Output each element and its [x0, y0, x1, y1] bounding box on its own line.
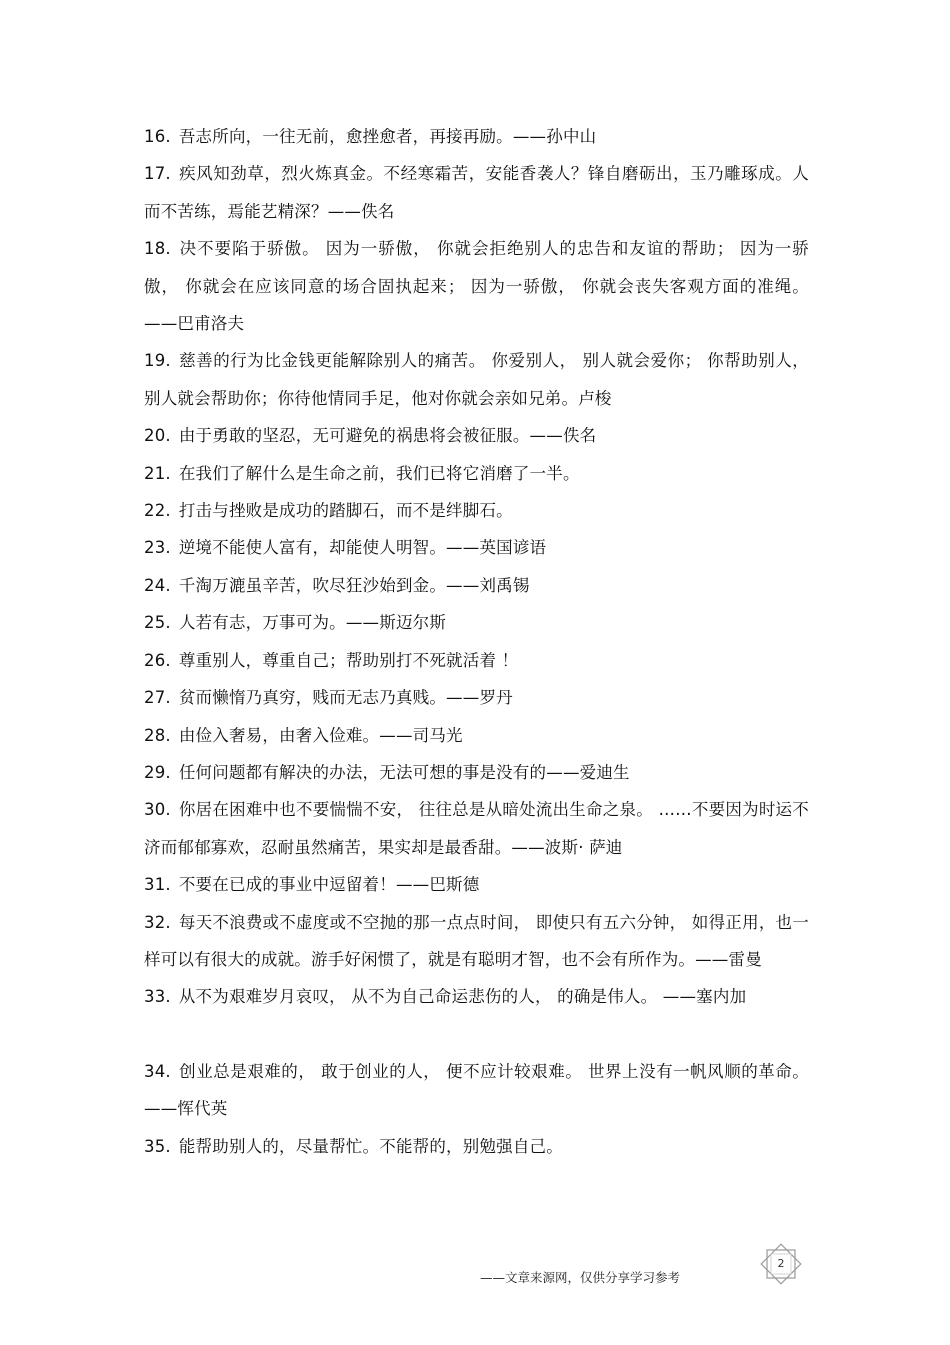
- quote-number: 18.: [144, 239, 171, 259]
- quote-24: [144, 567, 809, 604]
- quote-30: [144, 791, 809, 866]
- quote-number: 21.: [144, 463, 171, 483]
- quote-number: 33.: [144, 987, 171, 1007]
- quote-number: 28.: [144, 725, 171, 745]
- footer-source-note: ——文章来源网，仅供分享学习参考: [480, 1270, 681, 1285]
- page-number: 2: [777, 1257, 785, 1270]
- quote-19: [144, 342, 809, 417]
- quote-33: [144, 978, 809, 1015]
- quote-number: 19.: [144, 351, 171, 371]
- quote-text: 任何问题都有解决的办法，无法可想的事是没有的——爱迪生: [178, 762, 630, 782]
- quote-text: 慈善的行为比金钱更能解除别人的痛苦。 你爱别人， 别人就会爱你； 你帮助别人，别人就会帮助你；你待他情同手足，他对你就会亲如兄弟。卢梭: [144, 351, 809, 408]
- quote-text: 决不要陷于骄傲。 因为一骄傲， 你就会拒绝别人的忠告和友谊的帮助； 因为一骄傲， 你就会在应该同意的场合固执起来； 因为一骄傲， 你就会丧失客观方面的准绳。——巴甫洛夫: [144, 239, 809, 334]
- quote-18: [144, 230, 809, 342]
- quote-number: 20.: [144, 426, 171, 446]
- quote-number: 35.: [144, 1136, 171, 1156]
- quote-text: 疾风知劲草，烈火炼真金。不经寒霜苦，安能香袭人？锋自磨砺出，玉乃雕琢成。人而不苦练，焉能艺精深？——佚名: [144, 164, 809, 221]
- quote-number: 26.: [144, 650, 171, 670]
- quote-34: [144, 1053, 809, 1128]
- quote-number: 25.: [144, 613, 171, 633]
- quote-number: 17.: [144, 164, 171, 184]
- quote-23: [144, 529, 809, 566]
- quote-31: [144, 866, 809, 903]
- quote-text: 你居在困难中也不要惴惴不安， 往往总是从暗处流出生命之泉。 ……不要因为时运不济而郁郁寡欢，忍耐虽然痛苦，果实却是最香甜。——波斯· 萨迪: [144, 800, 809, 857]
- quote-text: 由俭入奢易，由奢入俭难。——司马光: [178, 725, 463, 745]
- quote-text: 贫而懒惰乃真穷，贱而无志乃真贱。——罗丹: [178, 688, 513, 708]
- quote-number: 31.: [144, 875, 171, 895]
- quote-17: [144, 155, 809, 230]
- quote-text: 人若有志，万事可为。——斯迈尔斯: [178, 613, 447, 633]
- page-number-badge: [757, 1242, 805, 1286]
- quote-number: 22.: [144, 501, 171, 521]
- quote-21: [144, 455, 809, 492]
- quote-text: 吾志所向，一往无前，愈挫愈者，再接再励。——孙中山: [178, 127, 597, 146]
- quote-28: [144, 717, 809, 754]
- quote-text: 尊重别人，尊重自己；帮助别打不死就活着 ！: [178, 650, 519, 670]
- quote-22: [144, 492, 809, 529]
- quote-text: 在我们了解什么是生命之前，我们已将它消磨了一半。: [178, 463, 580, 483]
- quote-number: 27.: [144, 688, 171, 708]
- blank-line: [144, 1016, 809, 1053]
- quote-text: 创业总是艰难的， 敢于创业的人， 便不应计较艰难。 世界上没有一帆风顺的革命。——恽代英: [144, 1061, 809, 1119]
- quote-text: 由于勇敢的坚忍，无可避免的祸患将会被征服。——佚名: [178, 426, 597, 446]
- quote-16: [144, 118, 809, 155]
- quote-25: [144, 604, 809, 641]
- quote-list: [144, 118, 809, 1165]
- quote-text: 逆境不能使人富有，却能使人明智。——英国谚语: [178, 538, 547, 558]
- quote-27: [144, 679, 809, 716]
- quote-number: 34.: [144, 1061, 171, 1081]
- quote-text: 千淘万漉虽辛苦，吹尽狂沙始到金。——刘禹锡: [178, 575, 530, 595]
- quote-number: 32.: [144, 912, 171, 932]
- quote-29: [144, 754, 809, 791]
- quote-number: 30.: [144, 800, 171, 820]
- quote-number: 16.: [144, 127, 171, 146]
- quote-20: [144, 417, 809, 454]
- quote-text: 不要在已成的事业中逗留着！——巴斯德: [178, 875, 480, 895]
- quote-number: 29.: [144, 762, 171, 782]
- quote-32: [144, 904, 809, 979]
- quote-text: 打击与挫败是成功的踏脚石，而不是绊脚石。: [178, 501, 513, 521]
- quote-35: [144, 1128, 809, 1165]
- quote-26: [144, 642, 809, 679]
- quote-number: 23.: [144, 538, 171, 558]
- quote-number: 24.: [144, 575, 171, 595]
- quote-text: 每天不浪费或不虚度或不空抛的那一点点时间， 即使只有五六分钟， 如得正用，也一样可以有很大的成就。游手好闲惯了，就是有聪明才智，也不会有所作为。——雷曼: [144, 912, 809, 969]
- quote-text: 从不为艰难岁月哀叹， 从不为自己命运悲伤的人， 的确是伟人。 ——塞内加: [178, 987, 747, 1007]
- quote-text: 能帮助别人的，尽量帮忙。不能帮的，别勉强自己。: [178, 1136, 563, 1156]
